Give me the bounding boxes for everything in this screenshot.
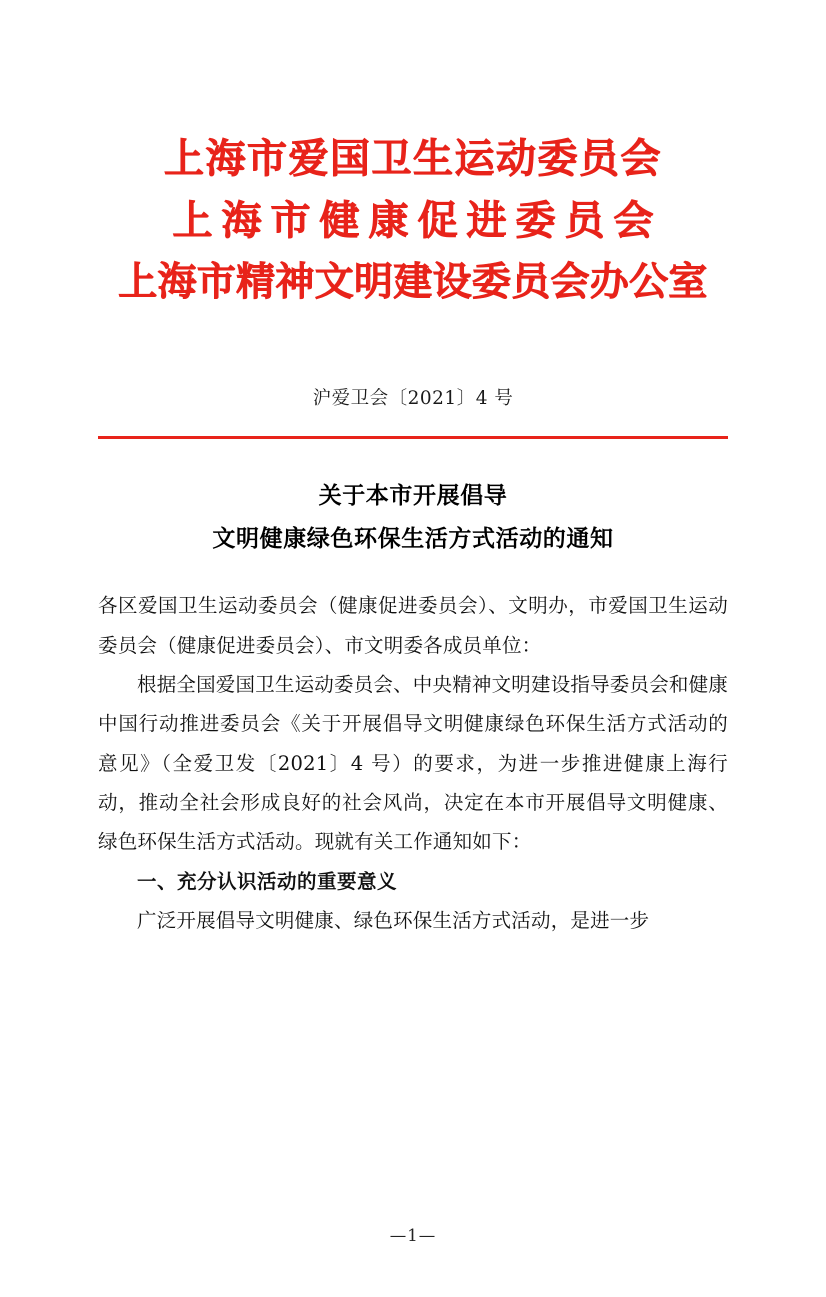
document-title (98, 475, 728, 560)
masthead (98, 128, 728, 312)
section-heading-1: 一、充分认识活动的重要意义 (137, 869, 398, 893)
document-body (98, 586, 728, 940)
masthead-line-3: 上海市精神文明建设委员会办公室 (118, 259, 708, 305)
document-page (0, 128, 826, 1297)
body-paragraph-1: 根据全国爱国卫生运动委员会、中央精神文明建设指导委员会和健康中国行动推进委员会《关于开展倡导文明健康绿色环保生活方式活动的意见》（全爱卫发〔2021〕4 号）的要求，为进一步推进健康上海行动，推动全社会形成良好的社会风尚，决定在本市开展倡导文明健康、绿色环保生活方式活动。现就有关工作通知如下： (98, 672, 729, 854)
recipients-paragraph: 各区爱国卫生运动委员会（健康促进委员会）、文明办，市爱国卫生运动委员会（健康促进委员会）、市文明委各成员单位： (98, 594, 728, 657)
red-divider-rule (98, 436, 728, 439)
masthead-line-1: 上海市爱国卫生运动委员会 (164, 135, 662, 182)
document-title-line-1: 关于本市开展倡导 (318, 482, 508, 510)
page-number: —1— (389, 1226, 437, 1245)
masthead-line-2: 上海市健康促进委员会 (172, 197, 663, 244)
document-title-line-2: 文明健康绿色环保生活方式活动的通知 (212, 524, 614, 552)
document-number: 沪爱卫会〔2021〕4 号 (312, 388, 514, 410)
section-1-paragraph: 广泛开展倡导文明健康、绿色环保生活方式活动，是进一步 (137, 909, 650, 933)
